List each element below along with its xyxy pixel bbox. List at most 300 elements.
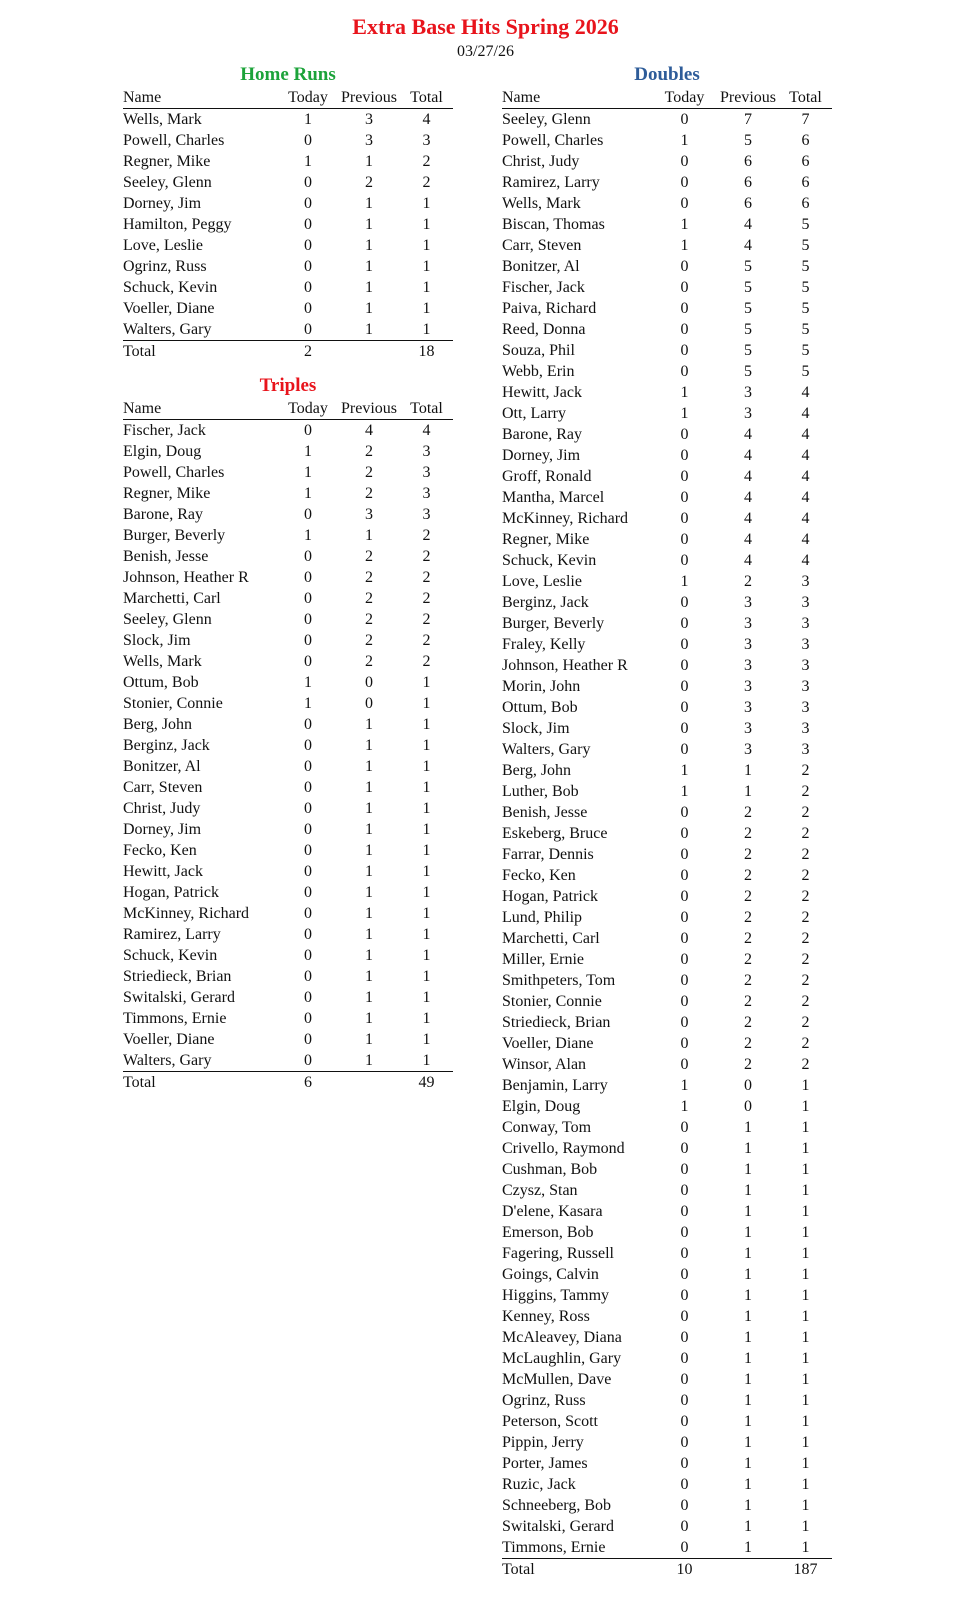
table-row — [502, 1138, 832, 1159]
player-name-cell: Dorney, Jim — [123, 821, 202, 838]
previous-cell: 2 — [365, 611, 373, 628]
table-row — [502, 718, 832, 739]
player-name-cell: Dorney, Jim — [502, 447, 581, 464]
previous-cell: 2 — [744, 1056, 752, 1073]
today-cell: 0 — [304, 237, 312, 254]
today-cell: 0 — [680, 1203, 689, 1220]
player-name-cell: Seeley, Glenn — [123, 174, 212, 191]
player-name-cell: Love, Leslie — [123, 237, 203, 254]
table-row — [123, 987, 453, 1008]
player-name-cell: Stonier, Connie — [123, 695, 223, 712]
total-cell: 1 — [801, 1476, 810, 1493]
player-name-cell: Winsor, Alan — [502, 1056, 587, 1073]
table-row — [502, 1453, 832, 1474]
player-name-cell: Switalski, Gerard — [502, 1518, 614, 1535]
player-name-cell: Walters, Gary — [123, 1050, 278, 1072]
today-cell: 0 — [680, 1245, 689, 1262]
doubles-section — [502, 63, 832, 1580]
previous-cell: 1 — [365, 153, 373, 170]
player-name-cell: Powell, Charles — [123, 132, 225, 149]
today-cell: 0 — [304, 653, 312, 670]
player-name-cell: Wells, Mark — [502, 195, 581, 212]
today-cell: 0 — [304, 884, 312, 901]
previous-cell: 1 — [365, 926, 373, 943]
table-row — [502, 382, 832, 403]
total-cell: 1 — [801, 1140, 810, 1157]
previous-cell: 4 — [744, 510, 752, 527]
player-name-cell: Timmons, Ernie — [502, 1537, 652, 1559]
total-cell: 5 — [801, 342, 810, 359]
table-row — [502, 571, 832, 592]
today-cell: 0 — [680, 510, 689, 527]
previous-cell: 1 — [744, 1224, 752, 1241]
today-cell: 0 — [304, 569, 312, 586]
table-row — [502, 676, 832, 697]
total-cell: 3 — [422, 443, 431, 460]
today-cell: 0 — [304, 279, 312, 296]
today-cell: 0 — [680, 258, 689, 275]
table-row — [502, 1348, 832, 1369]
total-cell: 2 — [801, 804, 810, 821]
today-cell: 1 — [304, 695, 312, 712]
triples-section — [123, 374, 453, 1093]
previous-cell: 2 — [365, 632, 373, 649]
today-cell: 1 — [304, 464, 312, 481]
table-row — [123, 819, 453, 840]
player-name-cell: Powell, Charles — [123, 464, 225, 481]
total-cell: 2 — [422, 174, 431, 191]
player-name-cell: Seeley, Glenn — [123, 611, 212, 628]
today-cell: 0 — [680, 825, 689, 842]
total-cell: 6 — [801, 132, 810, 149]
total-cell: 3 — [422, 132, 431, 149]
previous-cell: 2 — [365, 653, 373, 670]
total-cell: 5 — [801, 258, 810, 275]
col-total-header: Total — [400, 87, 453, 109]
today-cell: 1 — [680, 132, 689, 149]
previous-cell: 1 — [365, 279, 373, 296]
previous-cell: 3 — [365, 506, 373, 523]
today-cell: 1 — [680, 573, 689, 590]
previous-cell: 1 — [744, 1434, 752, 1451]
today-cell: 0 — [680, 636, 689, 653]
total-cell: 2 — [422, 548, 431, 565]
total-cell: 4 — [801, 405, 810, 422]
table-row — [502, 1537, 832, 1559]
table-row — [123, 945, 453, 966]
total-cell: 3 — [422, 485, 431, 502]
table-row — [123, 567, 453, 588]
total-cell: 3 — [801, 657, 810, 674]
today-cell: 0 — [304, 195, 312, 212]
player-name-cell: Higgins, Tammy — [502, 1287, 610, 1304]
previous-cell: 3 — [744, 678, 752, 695]
table-row — [123, 130, 453, 151]
today-cell: 0 — [680, 468, 689, 485]
total-cell: 1 — [801, 1161, 810, 1178]
today-cell: 0 — [680, 447, 689, 464]
player-name-cell: Souza, Phil — [502, 342, 575, 359]
today-cell: 0 — [304, 611, 312, 628]
total-cell: 1 — [801, 1245, 810, 1262]
previous-cell: 1 — [744, 1266, 752, 1283]
player-name-cell: Burger, Beverly — [502, 615, 605, 632]
previous-cell: 2 — [744, 573, 752, 590]
total-cell: 1 — [422, 779, 431, 796]
today-cell: 0 — [304, 132, 312, 149]
player-name-cell: McAleavey, Diana — [502, 1329, 622, 1346]
previous-cell: 3 — [744, 615, 752, 632]
table-row — [123, 256, 453, 277]
previous-cell: 4 — [744, 426, 752, 443]
today-cell: 0 — [680, 1371, 689, 1388]
player-name-cell: Slock, Jim — [502, 720, 570, 737]
today-cell: 0 — [680, 1182, 689, 1199]
table-row — [123, 924, 453, 945]
previous-cell: 3 — [744, 636, 752, 653]
player-name-cell: Striedieck, Brian — [502, 1014, 611, 1031]
table-row — [123, 319, 453, 341]
previous-cell: 3 — [744, 699, 752, 716]
player-name-cell: Seeley, Glenn — [502, 111, 591, 128]
total-today-cell: 10 — [676, 1561, 693, 1578]
today-cell: 0 — [680, 972, 689, 989]
table-row — [123, 840, 453, 861]
player-name-cell: Switalski, Gerard — [123, 989, 235, 1006]
total-cell: 1 — [422, 758, 431, 775]
table-row — [502, 1369, 832, 1390]
table-row — [123, 235, 453, 256]
previous-cell: 5 — [744, 279, 752, 296]
previous-cell: 1 — [744, 1182, 752, 1199]
player-name-cell: Bonitzer, Al — [502, 258, 580, 275]
previous-cell: 2 — [744, 972, 752, 989]
previous-cell: 1 — [744, 1308, 752, 1325]
player-name-cell: Hogan, Patrick — [123, 884, 219, 901]
previous-cell: 1 — [744, 1350, 752, 1367]
today-cell: 0 — [680, 531, 689, 548]
total-label-cell: Total — [502, 1561, 535, 1578]
today-cell: 0 — [304, 926, 312, 943]
today-cell: 0 — [304, 1031, 312, 1048]
today-cell: 0 — [304, 905, 312, 922]
player-name-cell: McKinney, Richard — [502, 510, 629, 527]
total-cell: 1 — [400, 1050, 453, 1072]
today-cell: 0 — [680, 111, 689, 128]
today-cell: 0 — [680, 1497, 689, 1514]
total-label-cell: Total — [123, 1074, 156, 1091]
total-previous-cell — [338, 1072, 400, 1094]
player-name-cell: McLaughlin, Gary — [502, 1350, 622, 1367]
player-name-cell: Benish, Jesse — [502, 804, 588, 821]
previous-cell: 1 — [744, 762, 752, 779]
total-cell: 1 — [422, 947, 431, 964]
table-header-row — [123, 398, 453, 420]
table-row — [502, 1264, 832, 1285]
player-name-cell: Elgin, Doug — [502, 1098, 581, 1115]
previous-cell: 0 — [365, 674, 373, 691]
total-cell: 1 — [422, 1031, 431, 1048]
previous-cell: 1 — [744, 1119, 752, 1136]
today-cell: 0 — [680, 426, 689, 443]
previous-cell: 2 — [744, 909, 752, 926]
today-cell: 0 — [304, 216, 312, 233]
previous-cell: 1 — [744, 1497, 752, 1514]
table-row — [123, 1050, 453, 1072]
total-cell: 1 — [422, 716, 431, 733]
table-row — [502, 361, 832, 382]
player-name-cell: Ramirez, Larry — [502, 174, 600, 191]
player-name-cell: Carr, Steven — [123, 779, 203, 796]
total-cell: 1 — [801, 1287, 810, 1304]
player-name-cell: Dorney, Jim — [123, 195, 202, 212]
previous-cell: 6 — [744, 195, 752, 212]
previous-cell: 2 — [744, 930, 752, 947]
total-cell: 1 — [779, 1537, 832, 1559]
table-row — [502, 1096, 832, 1117]
table-row — [502, 991, 832, 1012]
table-row — [502, 823, 832, 844]
total-cell: 6 — [801, 195, 810, 212]
total-cell: 1 — [801, 1455, 810, 1472]
total-cell: 4 — [801, 489, 810, 506]
today-cell: 0 — [680, 1434, 689, 1451]
today-cell: 0 — [680, 153, 689, 170]
today-cell: 0 — [304, 779, 312, 796]
total-previous-cell — [717, 1559, 779, 1581]
today-cell: 0 — [680, 594, 689, 611]
player-name-cell: Czysz, Stan — [502, 1182, 578, 1199]
player-name-cell: Wells, Mark — [123, 653, 202, 670]
table-row — [502, 1054, 832, 1075]
player-name-cell: Lund, Philip — [502, 909, 583, 926]
table-row — [502, 655, 832, 676]
total-cell: 1 — [801, 1098, 810, 1115]
total-cell: 1 — [422, 695, 431, 712]
today-cell: 0 — [680, 804, 689, 821]
table-row — [123, 777, 453, 798]
player-name-cell: Johnson, Heather R — [502, 657, 628, 674]
player-name-cell: Ott, Larry — [502, 405, 566, 422]
table-row — [123, 109, 453, 131]
home-runs-table — [123, 87, 453, 362]
total-cell: 1 — [422, 674, 431, 691]
total-cell: 2 — [801, 1035, 810, 1052]
total-cell: 1 — [422, 737, 431, 754]
table-row — [502, 319, 832, 340]
total-cell: 1 — [801, 1434, 810, 1451]
player-name-cell: Johnson, Heather R — [123, 569, 249, 586]
player-name-cell: Stonier, Connie — [502, 993, 602, 1010]
table-row — [123, 193, 453, 214]
table-row — [502, 1390, 832, 1411]
previous-cell: 5 — [744, 132, 752, 149]
table-row — [502, 109, 832, 131]
total-total-cell: 49 — [418, 1074, 435, 1091]
previous-cell: 5 — [744, 363, 752, 380]
today-cell: 0 — [680, 1476, 689, 1493]
previous-cell: 3 — [744, 384, 752, 401]
previous-cell: 3 — [365, 132, 373, 149]
table-row — [123, 172, 453, 193]
player-name-cell: Mantha, Marcel — [502, 489, 605, 506]
previous-cell: 4 — [744, 489, 752, 506]
today-cell: 0 — [304, 422, 312, 439]
player-name-cell: Ogrinz, Russ — [123, 258, 207, 275]
player-name-cell: Benish, Jesse — [123, 548, 209, 565]
total-cell: 5 — [801, 216, 810, 233]
total-cell: 4 — [801, 384, 810, 401]
table-row — [502, 403, 832, 424]
player-name-cell: Elgin, Doug — [123, 443, 202, 460]
previous-cell: 3 — [744, 657, 752, 674]
today-cell: 0 — [680, 699, 689, 716]
previous-cell: 2 — [744, 993, 752, 1010]
total-cell: 2 — [801, 993, 810, 1010]
total-cell: 1 — [801, 1350, 810, 1367]
today-cell: 0 — [304, 989, 312, 1006]
col-today-header: Today — [652, 87, 717, 109]
today-cell: 0 — [680, 1161, 689, 1178]
table-row — [123, 798, 453, 819]
table-row — [123, 298, 453, 319]
previous-cell: 2 — [365, 464, 373, 481]
total-cell: 4 — [801, 468, 810, 485]
previous-cell: 1 — [365, 737, 373, 754]
today-cell: 0 — [680, 321, 689, 338]
table-row — [502, 1222, 832, 1243]
total-cell: 1 — [422, 884, 431, 901]
today-cell: 0 — [304, 716, 312, 733]
total-cell: 5 — [801, 237, 810, 254]
player-name-cell: Luther, Bob — [502, 783, 579, 800]
player-name-cell: Crivello, Raymond — [502, 1140, 625, 1157]
total-cell: 2 — [801, 972, 810, 989]
total-cell: 2 — [801, 909, 810, 926]
total-cell: 2 — [801, 951, 810, 968]
table-row — [502, 298, 832, 319]
total-cell: 3 — [801, 615, 810, 632]
player-name-cell: Walters, Gary — [502, 741, 591, 758]
total-cell: 2 — [422, 611, 431, 628]
player-name-cell: Farrar, Dennis — [502, 846, 594, 863]
total-cell: 2 — [801, 1014, 810, 1031]
previous-cell: 2 — [365, 590, 373, 607]
player-name-cell: Hogan, Patrick — [502, 888, 598, 905]
total-cell: 2 — [422, 527, 431, 544]
table-row — [502, 781, 832, 802]
player-name-cell: Burger, Beverly — [123, 527, 226, 544]
table-row — [502, 907, 832, 928]
previous-cell: 4 — [744, 468, 752, 485]
total-cell: 2 — [422, 653, 431, 670]
previous-cell: 0 — [744, 1098, 752, 1115]
today-cell: 1 — [680, 384, 689, 401]
player-name-cell: Conway, Tom — [502, 1119, 592, 1136]
total-cell: 1 — [422, 821, 431, 838]
total-cell: 3 — [801, 699, 810, 716]
player-name-cell: Benjamin, Larry — [502, 1077, 608, 1094]
player-name-cell: Barone, Ray — [123, 506, 203, 523]
table-row — [502, 1285, 832, 1306]
player-name-cell: Porter, James — [502, 1455, 588, 1472]
table-row — [502, 214, 832, 235]
previous-cell: 1 — [338, 1050, 400, 1072]
previous-cell: 2 — [744, 1014, 752, 1031]
table-row — [123, 504, 453, 525]
today-cell: 0 — [680, 1413, 689, 1430]
previous-cell: 6 — [744, 174, 752, 191]
previous-cell: 1 — [744, 1413, 752, 1430]
col-today-header: Today — [278, 87, 338, 109]
table-row — [502, 256, 832, 277]
today-cell: 1 — [680, 216, 689, 233]
total-cell: 4 — [801, 447, 810, 464]
previous-cell: 5 — [744, 258, 752, 275]
total-cell: 2 — [422, 632, 431, 649]
player-name-cell: Kenney, Ross — [502, 1308, 590, 1325]
total-cell: 2 — [422, 569, 431, 586]
table-row — [123, 756, 453, 777]
total-cell: 1 — [801, 1119, 810, 1136]
table-row — [123, 525, 453, 546]
total-cell: 1 — [422, 800, 431, 817]
total-cell: 1 — [801, 1308, 810, 1325]
table-row — [123, 966, 453, 987]
table-row — [123, 609, 453, 630]
total-cell: 5 — [801, 279, 810, 296]
total-cell: 2 — [801, 867, 810, 884]
previous-cell: 3 — [365, 111, 373, 128]
previous-cell: 1 — [744, 1518, 752, 1535]
table-row — [123, 483, 453, 504]
today-cell: 0 — [680, 1287, 689, 1304]
today-cell: 0 — [680, 195, 689, 212]
previous-cell: 1 — [365, 884, 373, 901]
table-row — [123, 277, 453, 298]
previous-cell: 2 — [744, 846, 752, 863]
player-name-cell: Fagering, Russell — [502, 1245, 614, 1262]
player-name-cell: Smithpeters, Tom — [502, 972, 616, 989]
previous-cell: 4 — [365, 422, 373, 439]
total-cell: 1 — [422, 258, 431, 275]
table-row — [502, 445, 832, 466]
previous-cell: 2 — [365, 569, 373, 586]
previous-cell: 1 — [744, 1455, 752, 1472]
table-row — [502, 1159, 832, 1180]
today-cell: 0 — [304, 506, 312, 523]
triples-title: Triples — [259, 375, 317, 396]
player-name-cell: Love, Leslie — [502, 573, 582, 590]
total-total-cell: 187 — [793, 1561, 818, 1578]
table-row — [502, 1411, 832, 1432]
total-cell: 5 — [801, 363, 810, 380]
table-row — [502, 613, 832, 634]
previous-cell: 1 — [744, 1476, 752, 1493]
today-cell: 0 — [304, 174, 312, 191]
table-row — [123, 462, 453, 483]
player-name-cell: Goings, Calvin — [502, 1266, 599, 1283]
total-cell: 2 — [801, 930, 810, 947]
previous-cell: 1 — [744, 1161, 752, 1178]
previous-cell: 1 — [717, 1537, 779, 1559]
table-row — [502, 802, 832, 823]
table-row — [502, 1075, 832, 1096]
player-name-cell: Bonitzer, Al — [123, 758, 201, 775]
player-name-cell: Ramirez, Larry — [123, 926, 221, 943]
player-name-cell: Hewitt, Jack — [123, 863, 203, 880]
previous-cell: 3 — [744, 741, 752, 758]
